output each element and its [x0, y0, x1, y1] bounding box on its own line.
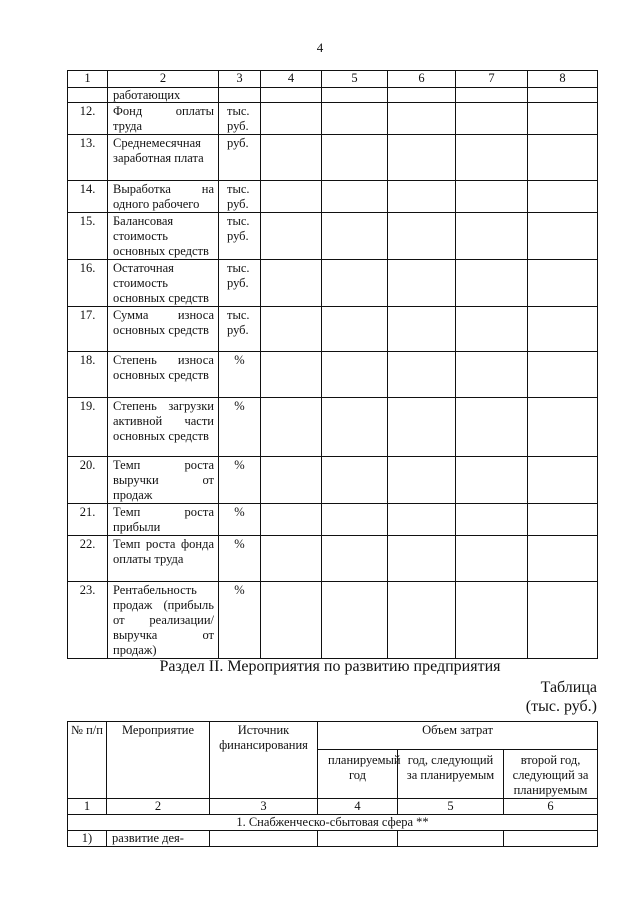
- table-header-row: [68, 722, 598, 750]
- number-cell: 5: [398, 799, 504, 815]
- subsection-row: [68, 815, 598, 831]
- number-cell: 2: [107, 799, 210, 815]
- row-name: Фонд оплаты труда: [108, 103, 219, 135]
- indicators-table: [67, 70, 598, 659]
- number-cell: 4: [318, 799, 398, 815]
- row-unit: %: [219, 582, 261, 659]
- table-row: [68, 307, 598, 352]
- row-name: Степень износа основных средств: [108, 352, 219, 398]
- row-number: 15.: [68, 213, 108, 260]
- header-cell: 7: [456, 71, 528, 88]
- row-name: Темп роста фонда оплаты труда: [108, 536, 219, 582]
- row-number: 14.: [68, 181, 108, 213]
- row-number: 17.: [68, 307, 108, 352]
- table-number-row: [68, 799, 598, 815]
- row-name: Рентабельность продаж (прибыль от реализации/ выручка от продаж): [108, 582, 219, 659]
- row-number: 19.: [68, 398, 108, 457]
- col-second-header: второй год, следующий за планируемым: [504, 750, 598, 799]
- row-name: Балансовая стоимость основных средств: [108, 213, 219, 260]
- page-number: 4: [316, 40, 324, 55]
- table-row: [68, 103, 598, 135]
- row-unit: %: [219, 398, 261, 457]
- row-unit: тыс. руб.: [219, 103, 261, 135]
- table-row: [68, 504, 598, 536]
- number-cell: 3: [210, 799, 318, 815]
- col-cost-header: Объем затрат: [318, 722, 598, 750]
- row-name: работающих: [108, 88, 219, 103]
- row-number: 23.: [68, 582, 108, 659]
- table-label: [526, 678, 597, 716]
- table-header-row: [68, 71, 598, 88]
- row-name: Темп роста прибыли: [108, 504, 219, 536]
- number-cell: 1: [68, 799, 107, 815]
- row-unit: тыс. руб.: [219, 307, 261, 352]
- col-source-header: Источник финансирования: [210, 722, 318, 799]
- header-cell: 8: [528, 71, 598, 88]
- table-row: [68, 831, 598, 847]
- row-name: Темп роста выручки от продаж: [108, 457, 219, 504]
- row-number: 12.: [68, 103, 108, 135]
- row-unit: %: [219, 536, 261, 582]
- row-number: 22.: [68, 536, 108, 582]
- row-unit: %: [219, 352, 261, 398]
- col-num-header: № п/п: [68, 722, 107, 799]
- table-row: [68, 88, 598, 103]
- row-number: 21.: [68, 504, 108, 536]
- measures-table: [67, 721, 598, 847]
- table-row: [68, 181, 598, 213]
- section-title: Раздел II. Мероприятия по развитию предприятия: [159, 658, 501, 675]
- subsection-title: 1. Снабженческо-сбытовая сфера **: [68, 815, 598, 831]
- header-cell: 1: [68, 71, 108, 88]
- row-number: 1): [68, 831, 107, 847]
- table-row: [68, 457, 598, 504]
- row-number: 20.: [68, 457, 108, 504]
- row-name: Среднемесячная заработная плата: [108, 135, 219, 181]
- header-cell: 4: [261, 71, 322, 88]
- row-name: Степень загрузки активной части основных средств: [108, 398, 219, 457]
- row-name: Выработка на одного рабочего: [108, 181, 219, 213]
- row-unit: %: [219, 457, 261, 504]
- row-number: 16.: [68, 260, 108, 307]
- header-cell: 3: [219, 71, 261, 88]
- row-number: 13.: [68, 135, 108, 181]
- table-row: [68, 135, 598, 181]
- header-cell: 5: [322, 71, 388, 88]
- header-cell: 2: [108, 71, 219, 88]
- row-unit: %: [219, 504, 261, 536]
- table-row: [68, 352, 598, 398]
- row-name: Сумма износа основных средств: [108, 307, 219, 352]
- col-next-header: год, следующий за планируемым: [398, 750, 504, 799]
- row-name: развитие дея-: [107, 831, 210, 847]
- table-row: [68, 398, 598, 457]
- col-planned-header: планируемый год: [318, 750, 398, 799]
- row-unit: руб.: [219, 135, 261, 181]
- row-unit: тыс. руб.: [219, 260, 261, 307]
- number-cell: 6: [504, 799, 598, 815]
- row-unit: тыс. руб.: [219, 213, 261, 260]
- col-measure-header: Мероприятие: [107, 722, 210, 799]
- table-row: [68, 536, 598, 582]
- header-cell: 6: [388, 71, 456, 88]
- row-number: 18.: [68, 352, 108, 398]
- table-caption: Таблица: [540, 679, 597, 696]
- table-row: [68, 213, 598, 260]
- row-name: Остаточная стоимость основных средств: [108, 260, 219, 307]
- row-unit: тыс. руб.: [219, 181, 261, 213]
- table-row: [68, 582, 598, 659]
- table-row: [68, 260, 598, 307]
- table-units: (тыс. руб.): [525, 698, 597, 715]
